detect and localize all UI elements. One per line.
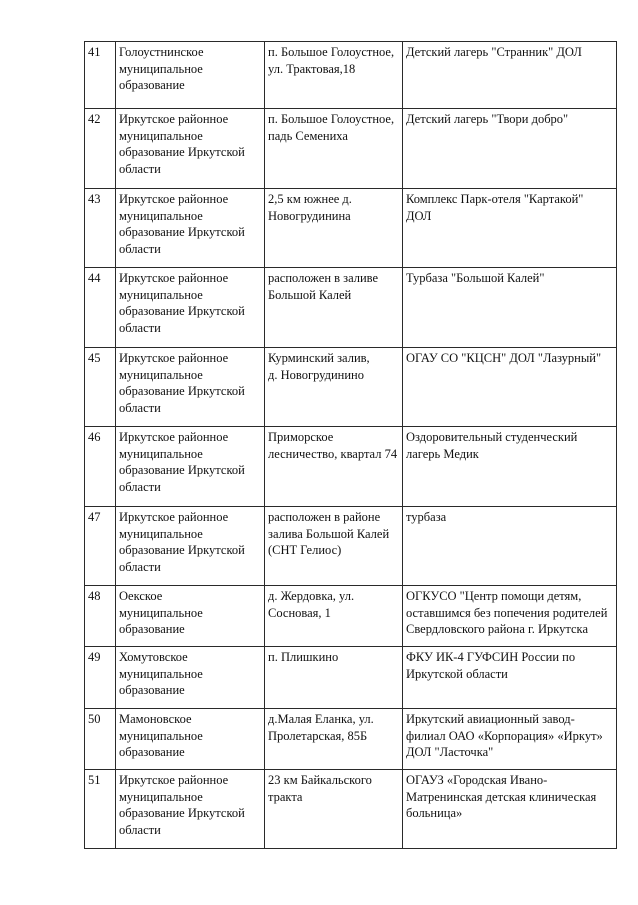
row-number-cell: 50 (85, 709, 116, 770)
cell-text-line: Мамоновское (119, 712, 192, 726)
cell-text-line: ОГКУСО "Центр помощи детям, (406, 589, 582, 603)
cell-text-line: ОГАУЗ «Городская Ивано- (406, 773, 548, 787)
cell-text-line: Иркутское районное (119, 271, 229, 285)
cell-text-line: Иркутское районное (119, 351, 229, 365)
cell-text-line: Оздоровительный студенческий (406, 430, 578, 444)
cell-text-line: Сосновая, 1 (268, 605, 331, 620)
cell-text-line: муниципальное (119, 287, 203, 302)
cell-text-line: образование Иркутской (119, 304, 245, 318)
row-number-cell: 46 (85, 427, 116, 507)
cell-text-line: Свердловского района г. Иркутска (406, 622, 588, 636)
cell-text-line: падь Семениха (268, 128, 348, 143)
municipality-cell (116, 507, 265, 586)
cell-text-line: Голоустнинское (119, 45, 204, 59)
institution-name-cell (403, 427, 617, 507)
cell-text-line: 2,5 км южнее д. (268, 192, 352, 206)
cell-text-line: д. Новогрудинино (268, 367, 364, 382)
municipality-cell (116, 189, 265, 268)
table-body (85, 42, 617, 849)
address-cell (265, 507, 403, 586)
cell-text-line: филиал ОАО «Корпорация» «Иркут» (406, 728, 603, 743)
municipality-cell (116, 647, 265, 709)
cell-text-line: залива Большой Калей (268, 526, 390, 541)
table-row (85, 427, 617, 507)
institution-name-cell (403, 586, 617, 647)
cell-text-line: д.Малая Еланка, ул. (268, 712, 374, 726)
cell-text-line: Приморское (268, 430, 334, 444)
cell-text-line: больница» (406, 806, 463, 820)
cell-text-line: Иркутское районное (119, 773, 229, 787)
cell-text-line: ДОЛ "Ласточка" (406, 745, 494, 759)
table-row (85, 586, 617, 647)
cell-text-line: ОГАУ СО "КЦСН" ДОЛ "Лазурный" (406, 351, 602, 365)
municipality-cell (116, 109, 265, 189)
institution-name-cell (403, 507, 617, 586)
cell-text-line: п. Плишкино (268, 650, 339, 664)
cell-text-line: Детский лагерь "Странник" ДОЛ (406, 45, 582, 59)
cell-text-line: образование Иркутской (119, 543, 245, 557)
cell-text-line: образование (119, 78, 185, 92)
cell-text-line: Большой Калей (268, 287, 352, 302)
row-number-cell: 47 (85, 507, 116, 586)
cell-text-line: Иркутский авиационный завод- (406, 712, 575, 726)
address-cell (265, 42, 403, 109)
table-row (85, 189, 617, 268)
cell-text-line: оставшимся без попечения родителей (406, 605, 608, 620)
cell-text-line: Курминский залив, (268, 351, 370, 365)
cell-text-line: Иркутское районное (119, 510, 229, 524)
cell-text-line: муниципальное (119, 446, 203, 461)
cell-text-line: области (119, 559, 161, 574)
cell-text-line: области (119, 400, 161, 415)
cell-text-line: лагерь Медик (406, 446, 479, 461)
cell-text-line: Иркутское районное (119, 192, 229, 206)
address-cell (265, 109, 403, 189)
cell-text-line: муниципальное (119, 208, 203, 223)
address-cell (265, 189, 403, 268)
cell-text-line: области (119, 241, 161, 256)
row-number-cell: 41 (85, 42, 116, 109)
table-row (85, 507, 617, 586)
cell-text-line: образование Иркутской (119, 225, 245, 239)
table-row (85, 647, 617, 709)
cell-text-line: п. Большое Голоустное, (268, 112, 395, 126)
institution-name-cell (403, 189, 617, 268)
cell-text-line: Хомутовское (119, 650, 188, 664)
cell-text-line: д. Жердовка, ул. (268, 589, 355, 603)
address-cell (265, 770, 403, 849)
cell-text-line: муниципальное (119, 367, 203, 382)
cell-text-line: муниципальное (119, 128, 203, 143)
table-row (85, 348, 617, 427)
cell-text-line: муниципальное (119, 728, 203, 743)
cell-text-line: Новогрудинина (268, 208, 351, 223)
cell-text-line: тракта (268, 789, 303, 804)
cell-text-line: Турбаза "Большой Калей" (406, 271, 545, 285)
address-cell (265, 586, 403, 647)
institution-name-cell (403, 770, 617, 849)
cell-text-line: Детский лагерь "Твори добро" (406, 112, 569, 126)
row-number-cell: 51 (85, 770, 116, 849)
cell-text-line: Иркутское районное (119, 112, 229, 126)
cell-text-line: лесничество, квартал 74 (268, 446, 398, 461)
cell-text-line: муниципальное (119, 666, 203, 681)
row-number-cell: 42 (85, 109, 116, 189)
row-number-cell: 44 (85, 268, 116, 348)
row-number-cell: 43 (85, 189, 116, 268)
cell-text-line: области (119, 161, 161, 176)
table-row (85, 770, 617, 849)
cell-text-line: расположен в районе (268, 510, 381, 524)
cell-text-line: Пролетарская, 85Б (268, 728, 368, 743)
cell-text-line: образование (119, 745, 185, 759)
cell-text-line: 23 км Байкальского (268, 773, 372, 787)
address-cell (265, 427, 403, 507)
cell-text-line: Оекское (119, 589, 163, 603)
institution-name-cell (403, 348, 617, 427)
cell-text-line: образование Иркутской (119, 145, 245, 159)
table-row (85, 709, 617, 770)
cell-text-line: образование Иркутской (119, 463, 245, 477)
cell-text-line: образование (119, 622, 185, 636)
cell-text-line: области (119, 479, 161, 494)
row-number-cell: 48 (85, 586, 116, 647)
row-number-cell: 45 (85, 348, 116, 427)
cell-text-line: Иркутское районное (119, 430, 229, 444)
municipality-cell (116, 709, 265, 770)
municipality-cell (116, 348, 265, 427)
address-cell (265, 647, 403, 709)
cell-text-line: ФКУ ИК-4 ГУФСИН России по (406, 650, 576, 664)
cell-text-line: образование Иркутской (119, 806, 245, 820)
institution-name-cell (403, 268, 617, 348)
institution-name-cell (403, 42, 617, 109)
cell-text-line: ДОЛ (406, 208, 432, 223)
cell-text-line: расположен в заливе (268, 271, 379, 285)
cell-text-line: области (119, 320, 161, 335)
address-cell (265, 709, 403, 770)
cell-text-line: области (119, 822, 161, 837)
cell-text-line: ул. Трактовая,18 (268, 61, 356, 76)
institution-name-cell (403, 109, 617, 189)
municipality-cell (116, 268, 265, 348)
institution-name-cell (403, 647, 617, 709)
cell-text-line: Комплекс Парк-отеля "Картакой" (406, 192, 584, 206)
municipality-cell (116, 586, 265, 647)
camps-registry-table (84, 41, 617, 849)
table-row (85, 42, 617, 109)
cell-text-line: муниципальное (119, 789, 203, 804)
cell-text-line: муниципальное (119, 605, 203, 620)
cell-text-line: п. Большое Голоустное, (268, 45, 395, 59)
cell-text-line: турбаза (406, 510, 447, 524)
institution-name-cell (403, 709, 617, 770)
address-cell (265, 268, 403, 348)
municipality-cell (116, 42, 265, 109)
cell-text-line: Иркутской области (406, 666, 508, 681)
row-number-cell: 49 (85, 647, 116, 709)
address-cell (265, 348, 403, 427)
cell-text-line: муниципальное (119, 526, 203, 541)
cell-text-line: Матренинская детская клиническая (406, 789, 597, 804)
table-row (85, 268, 617, 348)
municipality-cell (116, 427, 265, 507)
cell-text-line: муниципальное (119, 61, 203, 76)
cell-text-line: (СНТ Гелиос) (268, 543, 342, 557)
cell-text-line: образование Иркутской (119, 384, 245, 398)
cell-text-line: образование (119, 683, 185, 697)
municipality-cell (116, 770, 265, 849)
table-row (85, 109, 617, 189)
